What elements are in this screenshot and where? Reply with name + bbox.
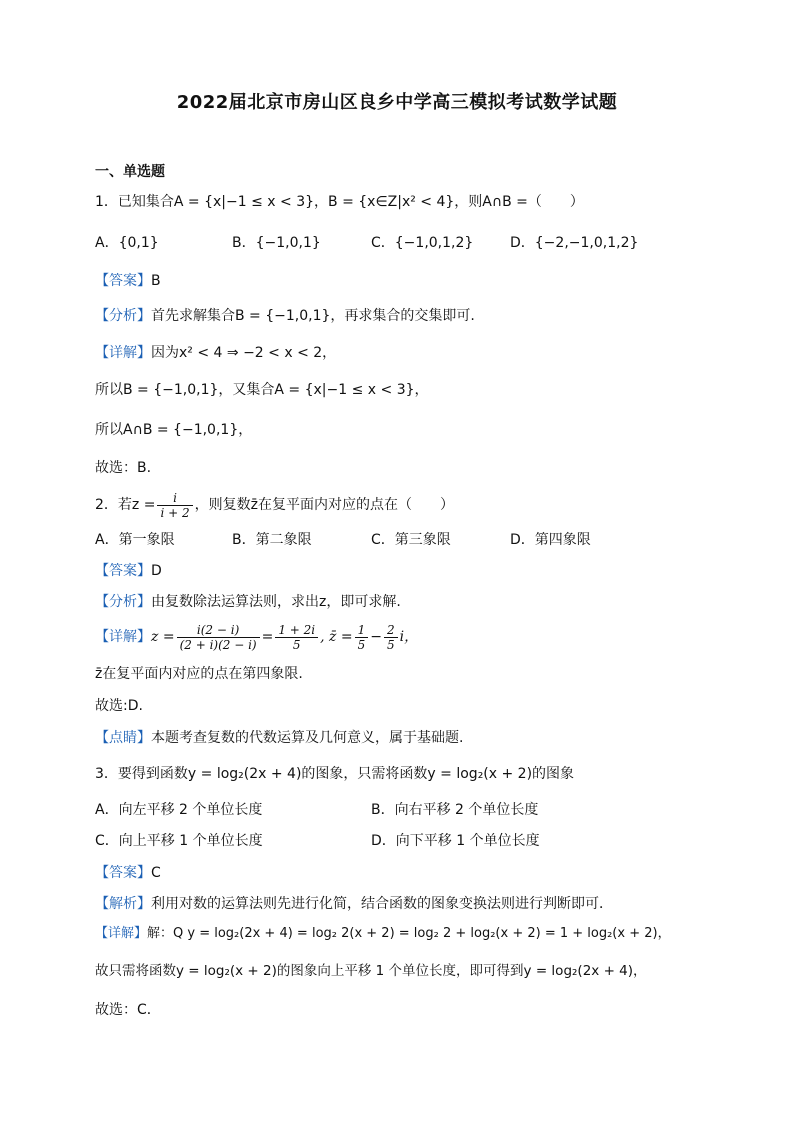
q2-answer [95, 561, 162, 581]
frac-denominator: 5 [386, 637, 395, 652]
q2-fraction [157, 491, 192, 520]
q2-conclusion: 故选:D. [95, 698, 143, 714]
q2-stem [95, 490, 454, 520]
q1-detail-line2: 所以B = {−1,0,1}，又集合A = {x|−1 ≤ x < 3}， [95, 382, 429, 398]
answer-value: C [151, 865, 161, 881]
q3-option-d: D．向下平移 1 个单位长度 [371, 833, 540, 849]
detail-fraction-3 [355, 623, 369, 652]
parse-text: 利用对数的运算法则先进行化简，结合函数的图象变换法则进行判断即可． [151, 896, 613, 912]
q3-conclusion: 故选：C． [95, 1002, 161, 1018]
detail-fraction-4 [384, 623, 398, 652]
minus-sign: − [370, 629, 382, 645]
detail-z: z = [151, 629, 175, 645]
q1-option-d: D．{−2,−1,0,1,2} [510, 235, 639, 251]
q1-option-b: B．{−1,0,1} [232, 235, 321, 251]
frac-numerator: 1 + 2i [275, 623, 318, 638]
detail-zbar: , z̄ = [320, 629, 353, 645]
q1-answer [95, 271, 161, 291]
comment-text: 本题考查复数的代数运算及几何意义，属于基础题. [151, 730, 464, 746]
q3-detail-line2: 故只需将函数y = log₂(x + 2)的图象向上平移 1 个单位长度，即可得到y = log₂(2x + 4)， [95, 963, 647, 979]
answer-value: B [151, 273, 161, 289]
answer-label: 【答案】 [95, 563, 151, 579]
q1-detail-line3: 所以A∩B = {−1,0,1}， [95, 422, 253, 438]
frac-denominator: 5 [357, 637, 366, 652]
analysis-text: 首先求解集合B = {−1,0,1}，再求集合的交集即可. [151, 308, 475, 324]
q2-option-d: D．第四象限 [510, 532, 591, 548]
q3-option-a: A．向左平移 2 个单位长度 [95, 802, 263, 818]
q1-detail [95, 343, 336, 363]
q3-parse [95, 894, 613, 914]
analysis-text: 由复数除法运算法则，求出z，即可求解. [151, 594, 401, 610]
frac-denominator: 5 [292, 637, 301, 652]
q2-stem-suffix: ，则复数z̄在复平面内对应的点在（ ） [194, 497, 454, 513]
q1-option-a: A．{0,1} [95, 235, 159, 251]
q2-stem-prefix: 2．若z = [95, 497, 156, 513]
answer-value: D [151, 563, 162, 579]
detail-text: 解：Q y = log₂(2x + 4) = log₂ 2(x + 2) = log₂ 2 + log₂(x + 2) = 1 + log₂(x + 2)， [147, 926, 671, 941]
q3-option-b: B．向右平移 2 个单位长度 [371, 802, 539, 818]
detail-text: 因为x² < 4 ⇒ −2 < x < 2， [151, 345, 337, 361]
q3-answer [95, 863, 161, 883]
frac-numerator: 2 [384, 623, 398, 638]
q2-detail-line2: z̄在复平面内对应的点在第四象限. [95, 666, 303, 682]
detail-fraction-2 [275, 623, 318, 652]
q1-option-c: C．{−1,0,1,2} [371, 235, 474, 251]
comment-label: 【点睛】 [95, 730, 151, 746]
analysis-label: 【分析】 [95, 308, 151, 324]
frac-numerator: i(2 − i) [177, 623, 260, 638]
analysis-label: 【分析】 [95, 594, 151, 610]
answer-label: 【答案】 [95, 865, 151, 881]
q1-stem: 1．已知集合A = {x|−1 ≤ x < 3}，B = {x∈Z|x² < 4}，则A∩B =（ ） [95, 194, 584, 210]
answer-label: 【答案】 [95, 273, 151, 289]
frac-numerator: 1 [355, 623, 369, 638]
page-title: 2022届北京市房山区良乡中学高三模拟考试数学试题 [176, 92, 618, 113]
q3-option-c: C．向上平移 1 个单位长度 [95, 833, 263, 849]
q3-detail [95, 924, 671, 944]
q2-analysis [95, 592, 401, 612]
q2-frac-numerator: i [157, 491, 192, 506]
q2-comment [95, 728, 463, 748]
q2-option-c: C．第三象限 [371, 532, 451, 548]
detail-tail: i， [399, 629, 419, 645]
q1-conclusion: 故选：B. [95, 460, 152, 476]
frac-denominator: (2 + i)(2 − i) [179, 637, 257, 652]
detail-label: 【详解】 [95, 345, 151, 361]
detail-label: 【详解】 [95, 926, 148, 941]
q2-option-a: A．第一象限 [95, 532, 175, 548]
parse-label: 【解析】 [95, 896, 151, 912]
equals-sign: = [261, 629, 274, 645]
detail-label: 【详解】 [95, 629, 151, 645]
detail-fraction-1 [177, 623, 260, 652]
q3-stem: 3．要得到函数y = log₂(2x + 4)的图象，只需将函数y = log₂(x + 2)的图象 [95, 766, 575, 782]
q2-detail [95, 621, 418, 653]
section-heading: 一、单选题 [95, 164, 165, 180]
q2-frac-denominator: i + 2 [160, 505, 190, 520]
q1-analysis [95, 306, 475, 326]
q2-option-b: B．第二象限 [232, 532, 312, 548]
